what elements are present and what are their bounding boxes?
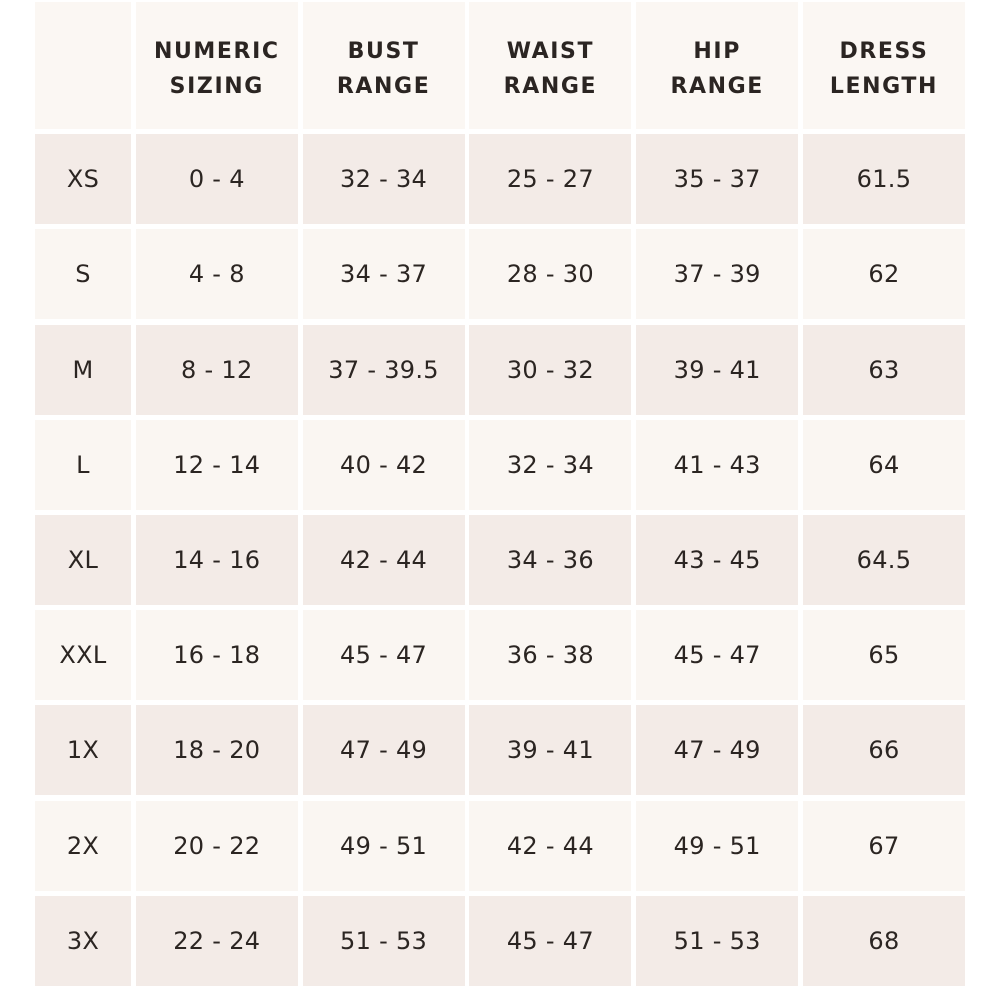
waist-range-cell: 39 - 41 bbox=[469, 705, 631, 795]
header-line-1: BUST bbox=[347, 38, 420, 64]
bust-range-cell: 40 - 42 bbox=[303, 420, 465, 510]
waist-range-cell: 25 - 27 bbox=[469, 134, 631, 224]
hip-range-cell: 51 - 53 bbox=[636, 896, 798, 986]
header-line-1: DRESS bbox=[839, 38, 929, 64]
numeric-sizing-cell: 16 - 18 bbox=[136, 610, 298, 700]
dress-length-cell: 65 bbox=[803, 610, 965, 700]
dress-length-cell: 64.5 bbox=[803, 515, 965, 605]
size-label-cell: 3X bbox=[35, 896, 131, 986]
header-cell-numeric-sizing bbox=[136, 2, 298, 129]
bust-range-cell: 51 - 53 bbox=[303, 896, 465, 986]
header-line-2: RANGE bbox=[503, 73, 598, 99]
bust-range-cell: 47 - 49 bbox=[303, 705, 465, 795]
header-line-1: NUMERIC bbox=[153, 38, 280, 64]
bust-range-cell: 42 - 44 bbox=[303, 515, 465, 605]
dress-length-cell: 68 bbox=[803, 896, 965, 986]
hip-range-cell: 39 - 41 bbox=[636, 325, 798, 415]
bust-range-cell: 45 - 47 bbox=[303, 610, 465, 700]
waist-range-cell: 30 - 32 bbox=[469, 325, 631, 415]
hip-range-cell: 41 - 43 bbox=[636, 420, 798, 510]
numeric-sizing-cell: 4 - 8 bbox=[136, 229, 298, 319]
size-label-cell: XL bbox=[35, 515, 131, 605]
header-line-2: RANGE bbox=[670, 73, 764, 99]
waist-range-cell: 36 - 38 bbox=[469, 610, 631, 700]
numeric-sizing-cell: 18 - 20 bbox=[136, 705, 298, 795]
bust-range-cell: 37 - 39.5 bbox=[303, 325, 465, 415]
waist-range-cell: 28 - 30 bbox=[469, 229, 631, 319]
header-line-1: HIP bbox=[693, 38, 741, 64]
hip-range-cell: 45 - 47 bbox=[636, 610, 798, 700]
dress-length-cell: 61.5 bbox=[803, 134, 965, 224]
dress-length-cell: 67 bbox=[803, 801, 965, 891]
hip-range-cell: 43 - 45 bbox=[636, 515, 798, 605]
numeric-sizing-cell: 22 - 24 bbox=[136, 896, 298, 986]
dress-length-cell: 64 bbox=[803, 420, 965, 510]
size-label-cell: 1X bbox=[35, 705, 131, 795]
header-cell-corner bbox=[35, 2, 131, 129]
size-label-cell: XXL bbox=[35, 610, 131, 700]
size-label-cell: 2X bbox=[35, 801, 131, 891]
waist-range-cell: 32 - 34 bbox=[469, 420, 631, 510]
numeric-sizing-cell: 20 - 22 bbox=[136, 801, 298, 891]
header-line-1: WAIST bbox=[506, 38, 595, 64]
header-line-2: RANGE bbox=[336, 73, 431, 99]
header-cell-dress-length bbox=[803, 2, 965, 129]
dress-length-cell: 66 bbox=[803, 705, 965, 795]
size-label-cell: L bbox=[35, 420, 131, 510]
header-cell-hip-range bbox=[636, 2, 798, 129]
hip-range-cell: 35 - 37 bbox=[636, 134, 798, 224]
size-label-cell: XS bbox=[35, 134, 131, 224]
bust-range-cell: 32 - 34 bbox=[303, 134, 465, 224]
numeric-sizing-cell: 8 - 12 bbox=[136, 325, 298, 415]
hip-range-cell: 37 - 39 bbox=[636, 229, 798, 319]
numeric-sizing-cell: 12 - 14 bbox=[136, 420, 298, 510]
header-cell-waist-range bbox=[469, 2, 631, 129]
size-label-cell: M bbox=[35, 325, 131, 415]
waist-range-cell: 34 - 36 bbox=[469, 515, 631, 605]
size-chart-table bbox=[35, 2, 965, 986]
hip-range-cell: 47 - 49 bbox=[636, 705, 798, 795]
dress-length-cell: 63 bbox=[803, 325, 965, 415]
hip-range-cell: 49 - 51 bbox=[636, 801, 798, 891]
header-line-2: LENGTH bbox=[829, 73, 939, 99]
waist-range-cell: 42 - 44 bbox=[469, 801, 631, 891]
bust-range-cell: 49 - 51 bbox=[303, 801, 465, 891]
numeric-sizing-cell: 14 - 16 bbox=[136, 515, 298, 605]
header-line-2: SIZING bbox=[169, 73, 264, 99]
dress-length-cell: 62 bbox=[803, 229, 965, 319]
size-label-cell: S bbox=[35, 229, 131, 319]
numeric-sizing-cell: 0 - 4 bbox=[136, 134, 298, 224]
waist-range-cell: 45 - 47 bbox=[469, 896, 631, 986]
header-cell-bust-range bbox=[303, 2, 465, 129]
bust-range-cell: 34 - 37 bbox=[303, 229, 465, 319]
